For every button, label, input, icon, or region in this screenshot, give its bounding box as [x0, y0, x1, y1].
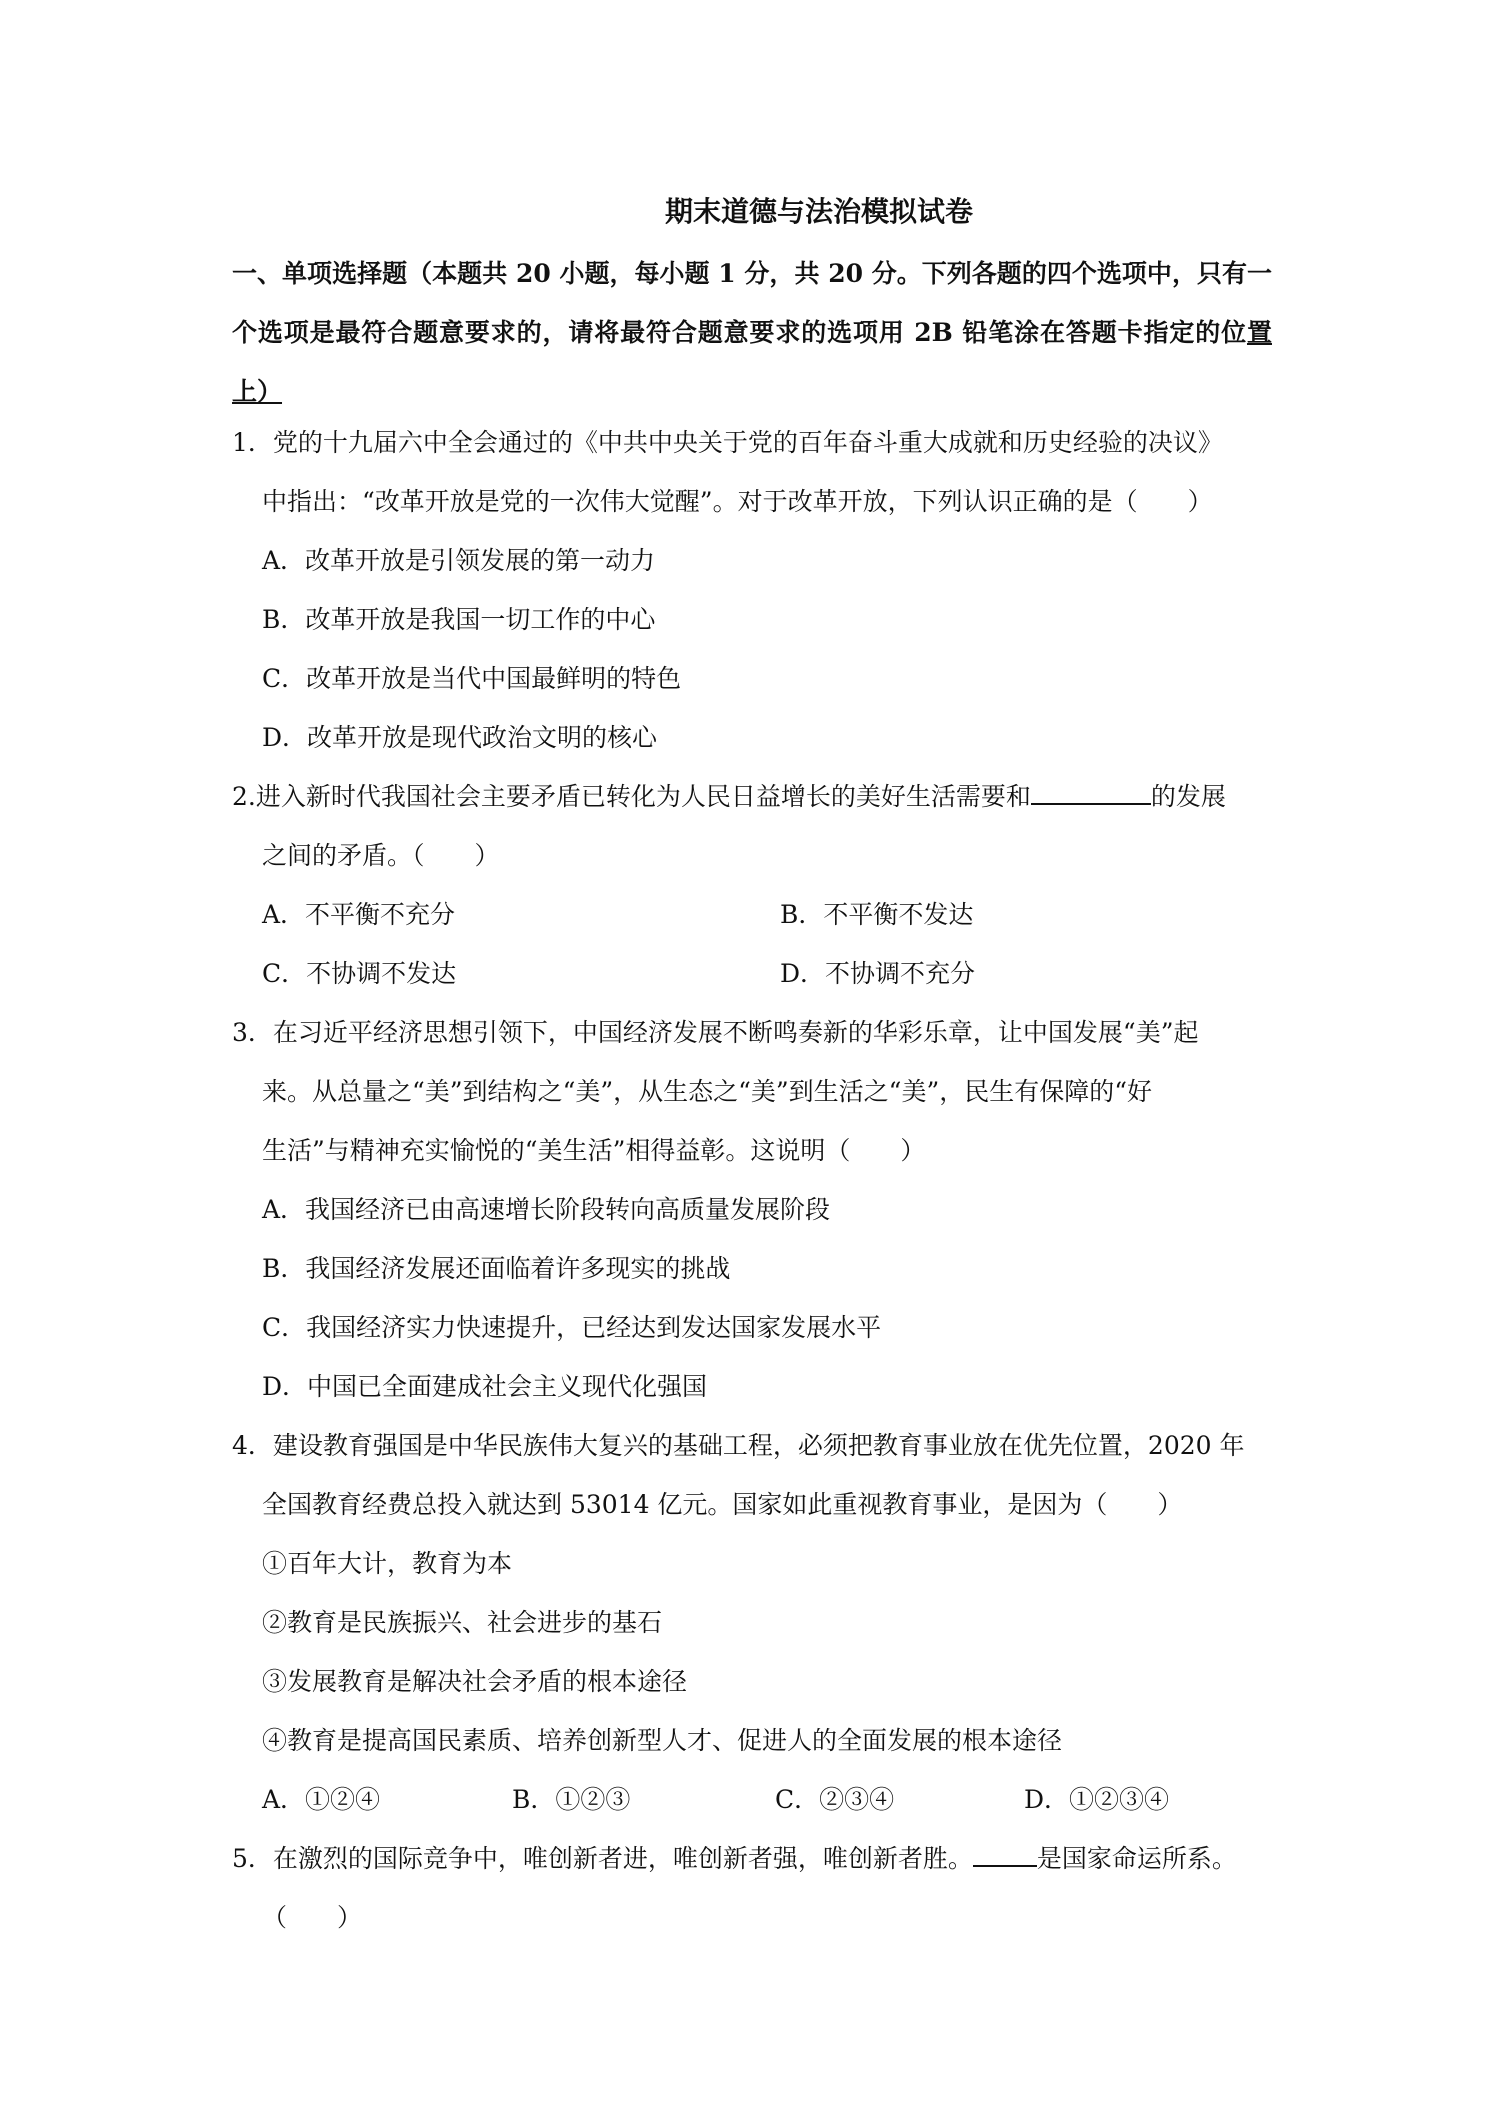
- question-3-stem-line-3: 生活”与精神充实愉悦的“美生活”相得益彰。这说明（ ）: [262, 1136, 926, 1165]
- question-2-option-d: D．不协调不充分: [780, 959, 976, 988]
- fill-in-blank: [973, 1843, 1037, 1867]
- question-4-statement-2: ②教育是民族振兴、社会进步的基石: [262, 1608, 663, 1637]
- question-2-option-b: B．不平衡不发达: [780, 900, 974, 929]
- question-5-stem-part-1: 5．在激烈的国际竞争中，唯创新者进，唯创新者强，唯创新者胜。: [232, 1844, 973, 1873]
- question-5-stem-line-1: [232, 1842, 1237, 1876]
- question-4-option-c: C．②③④: [775, 1785, 895, 1814]
- question-3-option-a: A．我国经济已由高速增长阶段转向高质量发展阶段: [262, 1195, 831, 1224]
- section-heading: [232, 244, 1272, 421]
- question-3-option-c: C．我国经济实力快速提升，已经达到发达国家发展水平: [262, 1313, 882, 1342]
- question-3-option-b: B．我国经济发展还面临着许多现实的挑战: [262, 1254, 731, 1283]
- question-2-option-a: A．不平衡不充分: [262, 900, 456, 929]
- question-3-stem-line-1: 3．在习近平经济思想引领下，中国经济发展不断鸣奏新的华彩乐章，让中国发展“美”起: [232, 1018, 1199, 1047]
- section-heading-text-end: 置上）: [232, 318, 1272, 406]
- fill-in-blank: [1031, 781, 1151, 805]
- question-2-option-c: C．不协调不发达: [262, 959, 457, 988]
- question-2-stem-line-2: 之间的矛盾。（ ）: [262, 841, 500, 870]
- section-heading-text: 一、单项选择题（本题共 20 小题，每小题 1 分，共 20 分。下列各题的四个选项中，只有一个选项是最符合题意要求的，请将最符合题意要求的选项用 2B 铅笔涂在答题卡指定的位: [232, 259, 1272, 347]
- question-4-stem-line-1: 4．建设教育强国是中华民族伟大复兴的基础工程，必须把教育事业放在优先位置，2020 年: [232, 1431, 1245, 1460]
- page-title: 期末道德与法治模拟试卷: [664, 195, 973, 228]
- question-2-stem-part-2: 的发展: [1150, 782, 1226, 811]
- question-1-option-c: C．改革开放是当代中国最鲜明的特色: [262, 664, 682, 693]
- question-4-option-a: A．①②④: [262, 1785, 381, 1814]
- question-5-stem-line-2: （ ）: [262, 1903, 363, 1932]
- question-2-stem-line-1: [232, 780, 1226, 814]
- question-2-stem-part-1: 2.进入新时代我国社会主要矛盾已转化为人民日益增长的美好生活需要和: [232, 782, 1031, 811]
- question-5-stem-part-2: 是国家命运所系。: [1036, 1844, 1237, 1873]
- question-4-option-b: B．①②③: [512, 1785, 631, 1814]
- question-3-option-d: D．中国已全面建成社会主义现代化强国: [262, 1372, 708, 1401]
- question-1-option-b: B．改革开放是我国一切工作的中心: [262, 605, 656, 634]
- question-1-option-d: D．改革开放是现代政治文明的核心: [262, 723, 658, 752]
- question-1-option-a: A．改革开放是引领发展的第一动力: [262, 546, 656, 575]
- question-3-stem-line-2: 来。从总量之“美”到结构之“美”，从生态之“美”到生活之“美”，民生有保障的“好: [262, 1077, 1153, 1106]
- question-4-option-d: D．①②③④: [1024, 1785, 1170, 1814]
- question-4-stem-line-2: 全国教育经费总投入就达到 53014 亿元。国家如此重视教育事业，是因为（ ）: [262, 1490, 1183, 1519]
- question-4-statement-3: ③发展教育是解决社会矛盾的根本途径: [262, 1667, 688, 1696]
- question-4-statement-4: ④教育是提高国民素质、培养创新型人才、促进人的全面发展的根本途径: [262, 1726, 1063, 1755]
- question-4-statement-1: ①百年大计，教育为本: [262, 1549, 513, 1578]
- question-1-stem-line-2: 中指出：“改革开放是党的一次伟大觉醒”。对于改革开放，下列认识正确的是（ ）: [262, 487, 1213, 516]
- question-1-stem-line-1: 1．党的十九届六中全会通过的《中共中央关于党的百年奋斗重大成就和历史经验的决议》: [232, 428, 1223, 457]
